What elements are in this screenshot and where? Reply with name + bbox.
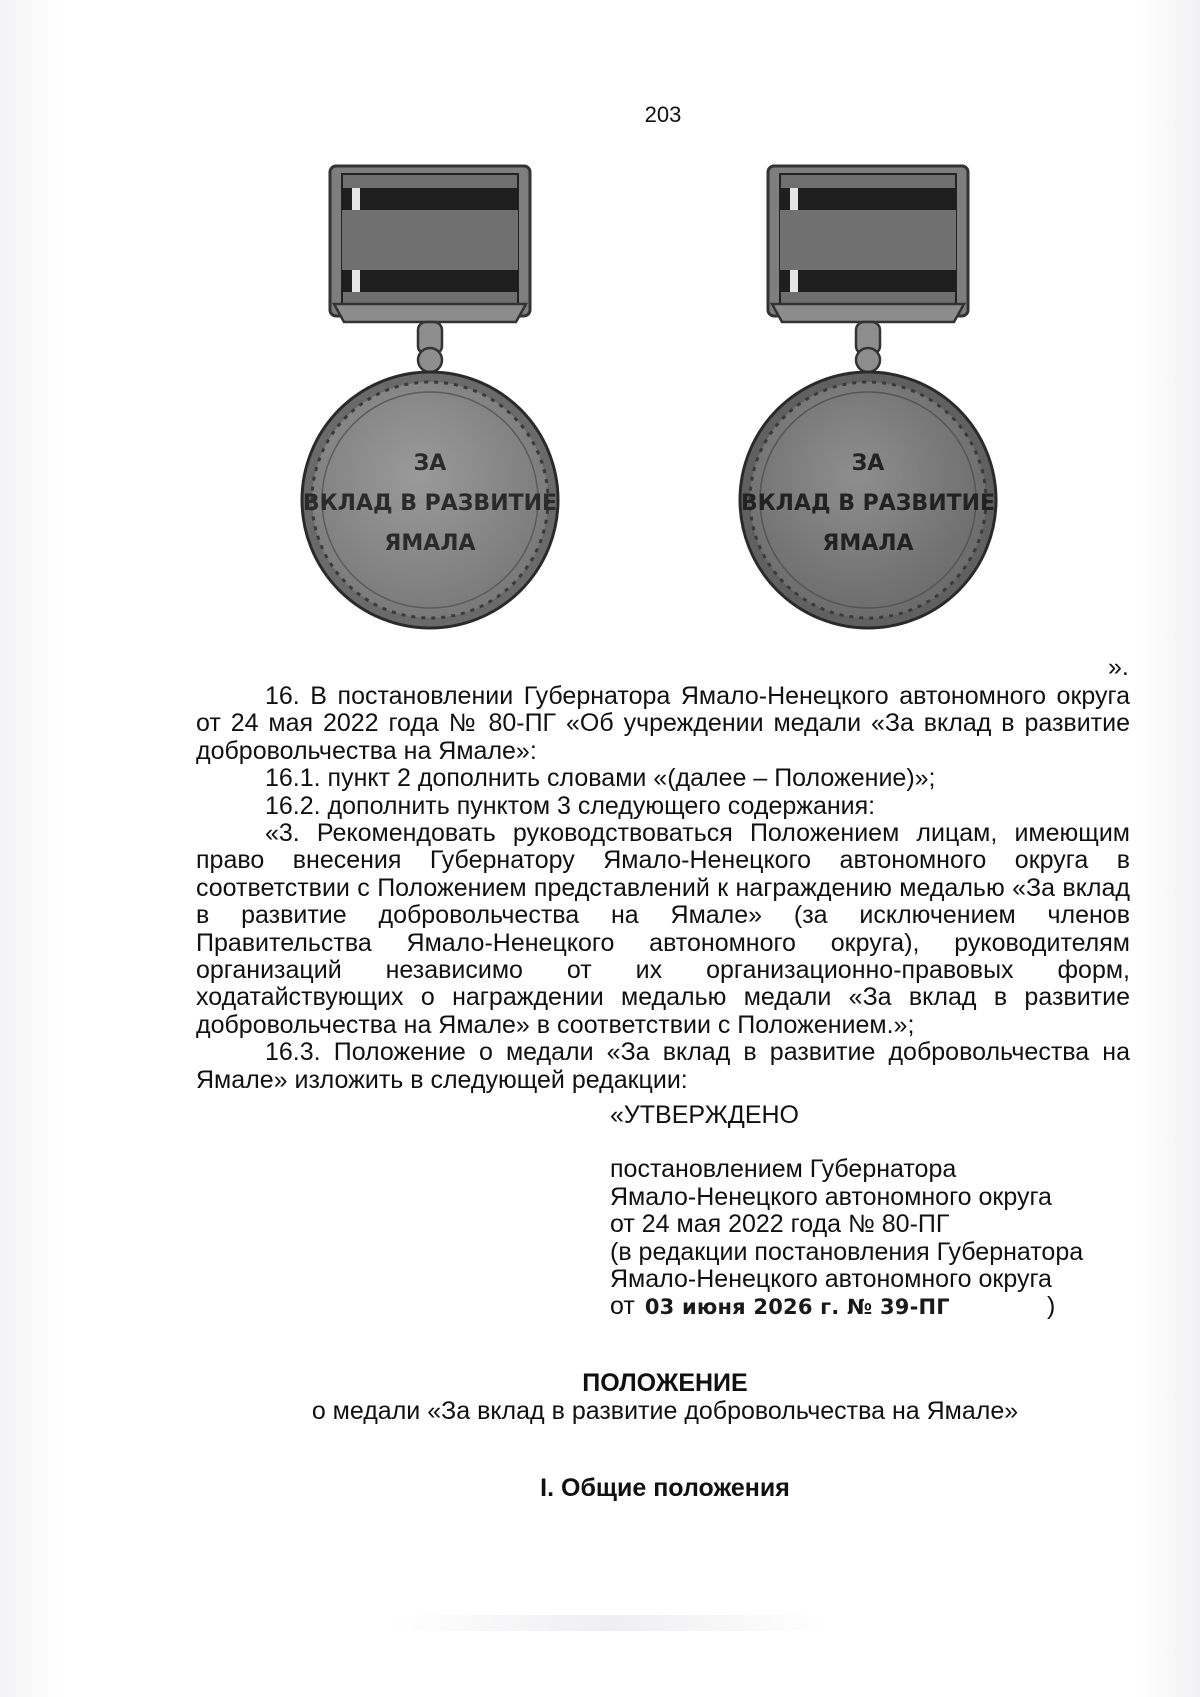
closing-quote-mark: ». (1108, 653, 1129, 681)
medal-inscription-line1: ЗА (413, 451, 447, 476)
medal-inscription-line2: ВКЛАД В РАЗВИТИЕ (302, 491, 558, 516)
section-heading: I. Общие положения (540, 1474, 790, 1502)
paragraph-16-3: 16.3. Положение о медали «За вклад в развитие добровольчества на Ямале» изложить в следующей редакции: (196, 1038, 1130, 1094)
approval-line-3: от 24 мая 2022 года № 80-ПГ (610, 1210, 950, 1239)
approval-block (610, 1102, 1130, 1322)
paragraph-16-2: 16.2. дополнить пунктом 3 следующего содержания: (265, 791, 876, 820)
document-subtitle: о медали «За вклад в развитие добровольчества на Ямале» (311, 1397, 1019, 1425)
body-text (196, 683, 1130, 1094)
approval-from-prefix: от (610, 1292, 635, 1321)
medal-reverse-image (728, 164, 1008, 644)
medal-obverse (290, 164, 570, 644)
approval-date-line (610, 1293, 1130, 1321)
medal-reverse-inscription-line2: ВКЛАД В РАЗВИТИЕ (740, 491, 996, 516)
medal-obverse-image (290, 164, 570, 644)
paragraph-16-1: 16.1. пункт 2 дополнить словами «(далее – Положение)»; (265, 764, 936, 793)
approval-closing-paren: ) (1047, 1292, 1056, 1321)
paragraph-16: 16. В постановлении Губернатора Ямало-Ненецкого автономного округа от 24 мая 2022 года № 80-ПГ «Об учреждении медали «За вклад в развитие добровольчества на Ямале»: (196, 682, 1130, 765)
approval-heading: «УТВЕРЖДЕНО (610, 1101, 799, 1129)
registration-stamp: 03 июня 2026 г. № 39-ПГ (644, 1295, 950, 1320)
medal-images (270, 164, 996, 644)
approval-line-2: Ямало-Ненецкого автономного округа (610, 1182, 1052, 1211)
approval-line-5: Ямало-Ненецкого автономного округа (610, 1265, 1052, 1294)
document-title: ПОЛОЖЕНИЕ (582, 1369, 748, 1397)
page-number: 203 (644, 102, 682, 127)
paragraph-item-3: «3. Рекомендовать руководствоваться Положением лицам, имеющим право внесения Губернатору Ямало-Ненецкого автономного округа в соответствии с Положением представлений к награждению медалью «За вклад в развитие добровольчества на Ямале» (за исключением членов Правительства Ямало-Ненецкого автономного округа), руководителям организаций независимо от их организационно-правовых форм, ходатайствующих о награждении медалью медали «За вклад в развитие добровольчества на Ямале» в соответствии с Положением.»; (196, 819, 1130, 1039)
approval-line-4: (в редакции постановления Губернатора (610, 1237, 1084, 1266)
approval-line-1: постановлением Губернатора (610, 1155, 957, 1184)
medal-inscription-line3: ЯМАЛА (384, 531, 476, 556)
medal-reverse (728, 164, 1008, 644)
medal-reverse-inscription-line1: ЗА (851, 451, 885, 476)
scan-artifact (390, 1615, 830, 1631)
medal-reverse-inscription-line3: ЯМАЛА (822, 531, 914, 556)
